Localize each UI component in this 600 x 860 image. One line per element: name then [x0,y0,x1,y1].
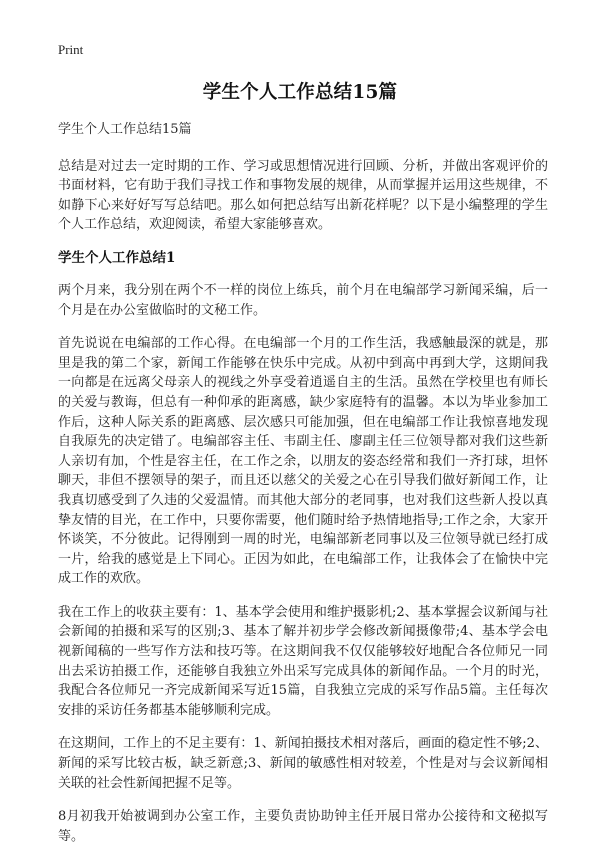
document-subtitle: 学生个人工作总结15篇 [58,122,192,137]
intro-paragraph: 总结是对过去一定时期的工作、学习或思想情况进行回顾、分析，并做出客观评价的书面材料，它有助于我们寻找工作和事物发展的规律，从而掌握并运用这些规律，不如静下心来好好写写总结吧。那么如何把总结写出新花样呢？以下是小编整理的学生个人工作总结，欢迎阅读，希望大家能够喜欢。 [58,158,548,233]
body-paragraph: 8月初我开始被调到办公室工作，主要负责协助钟主任开展日常办公接待和文秘拟写等。 [58,809,548,844]
body-paragraph: 首先说说在电编部的工作心得。在电编部一个月的工作生活，我感触最深的就是，那里是我的第二个家，新闻工作能够在快乐中完成。从初中到高中再到大学，这期间我一向都是在远离父母亲人的视线之外享受着逍遥自主的生活。虽然在学校里也有师长的关爱与教诲，但总有一种仰承的距离感，缺少家庭特有的温馨。本以为毕业参加工作后，这种人际关系的距离感、层次感只可能加强，但在电编部工作让我惊喜地发现自我原先的决定错了。电编部容主任、韦副主任、廖副主任三位领导都对我们这些新人亲切有加，个性是容主任，在工作之余，以朋友的姿态经常和我们一齐打球，坦怀聊天，非但不摆领导的架子，而且还以慈父的关爱之心在引导我们做好新闻工作，让我真切感受到了久违的父爱温情。而其他大部分的老同事，也对我们这些新人投以真挚友情的目光，在工作中，只要你需要，他们随时给予热情地指导;工作之余，大家开怀谈笑，不分彼此。记得刚到一周的时光，电编部新老同事以及三位领导就已经打成一片，给我的感觉是上下同心。正因为如此，在电编部工作，让我体会了在愉快中完成工作的欢欣。 [58,336,548,587]
body-paragraph: 在这期间，工作上的不足主要有：1、新闻拍摄技术相对落后，画面的稳定性不够;2、新闻的采写比较古板，缺乏新意;3、新闻的敏感性相对较差，个性是对与会议新闻相关联的社会性新闻把握不足等。 [58,736,548,791]
section-heading: 学生个人工作总结1 [58,249,176,266]
body-paragraph: 我在工作上的收获主要有：1、基本学会使用和维护摄影机;2、基本掌握会议新闻与社会新闻的拍摄和采写的区别;3、基本了解并初步学会修改新闻摄像带;4、基本学会电视新闻稿的一些写作方法和技巧等。在这期间我不仅仅能够较好地配合各位师兄一同出去采访拍摄工作，还能够自我独立外出采写完成具体的新闻作品。一个月的时光，我配合各位师兄一齐完成新闻采写近15篇，自我独立完成的采写作品5篇。主任每次安排的采访任务都基本能够顺利完成。 [58,604,548,718]
body-paragraph: 两个月来，我分别在两个不一样的岗位上练兵，前个月在电编部学习新闻采编，后一个月是在办公室做临时的文秘工作。 [58,282,548,318]
print-label: Print [58,42,84,57]
document-body [58,120,548,860]
page-title: 学生个人工作总结15篇 [202,82,398,103]
